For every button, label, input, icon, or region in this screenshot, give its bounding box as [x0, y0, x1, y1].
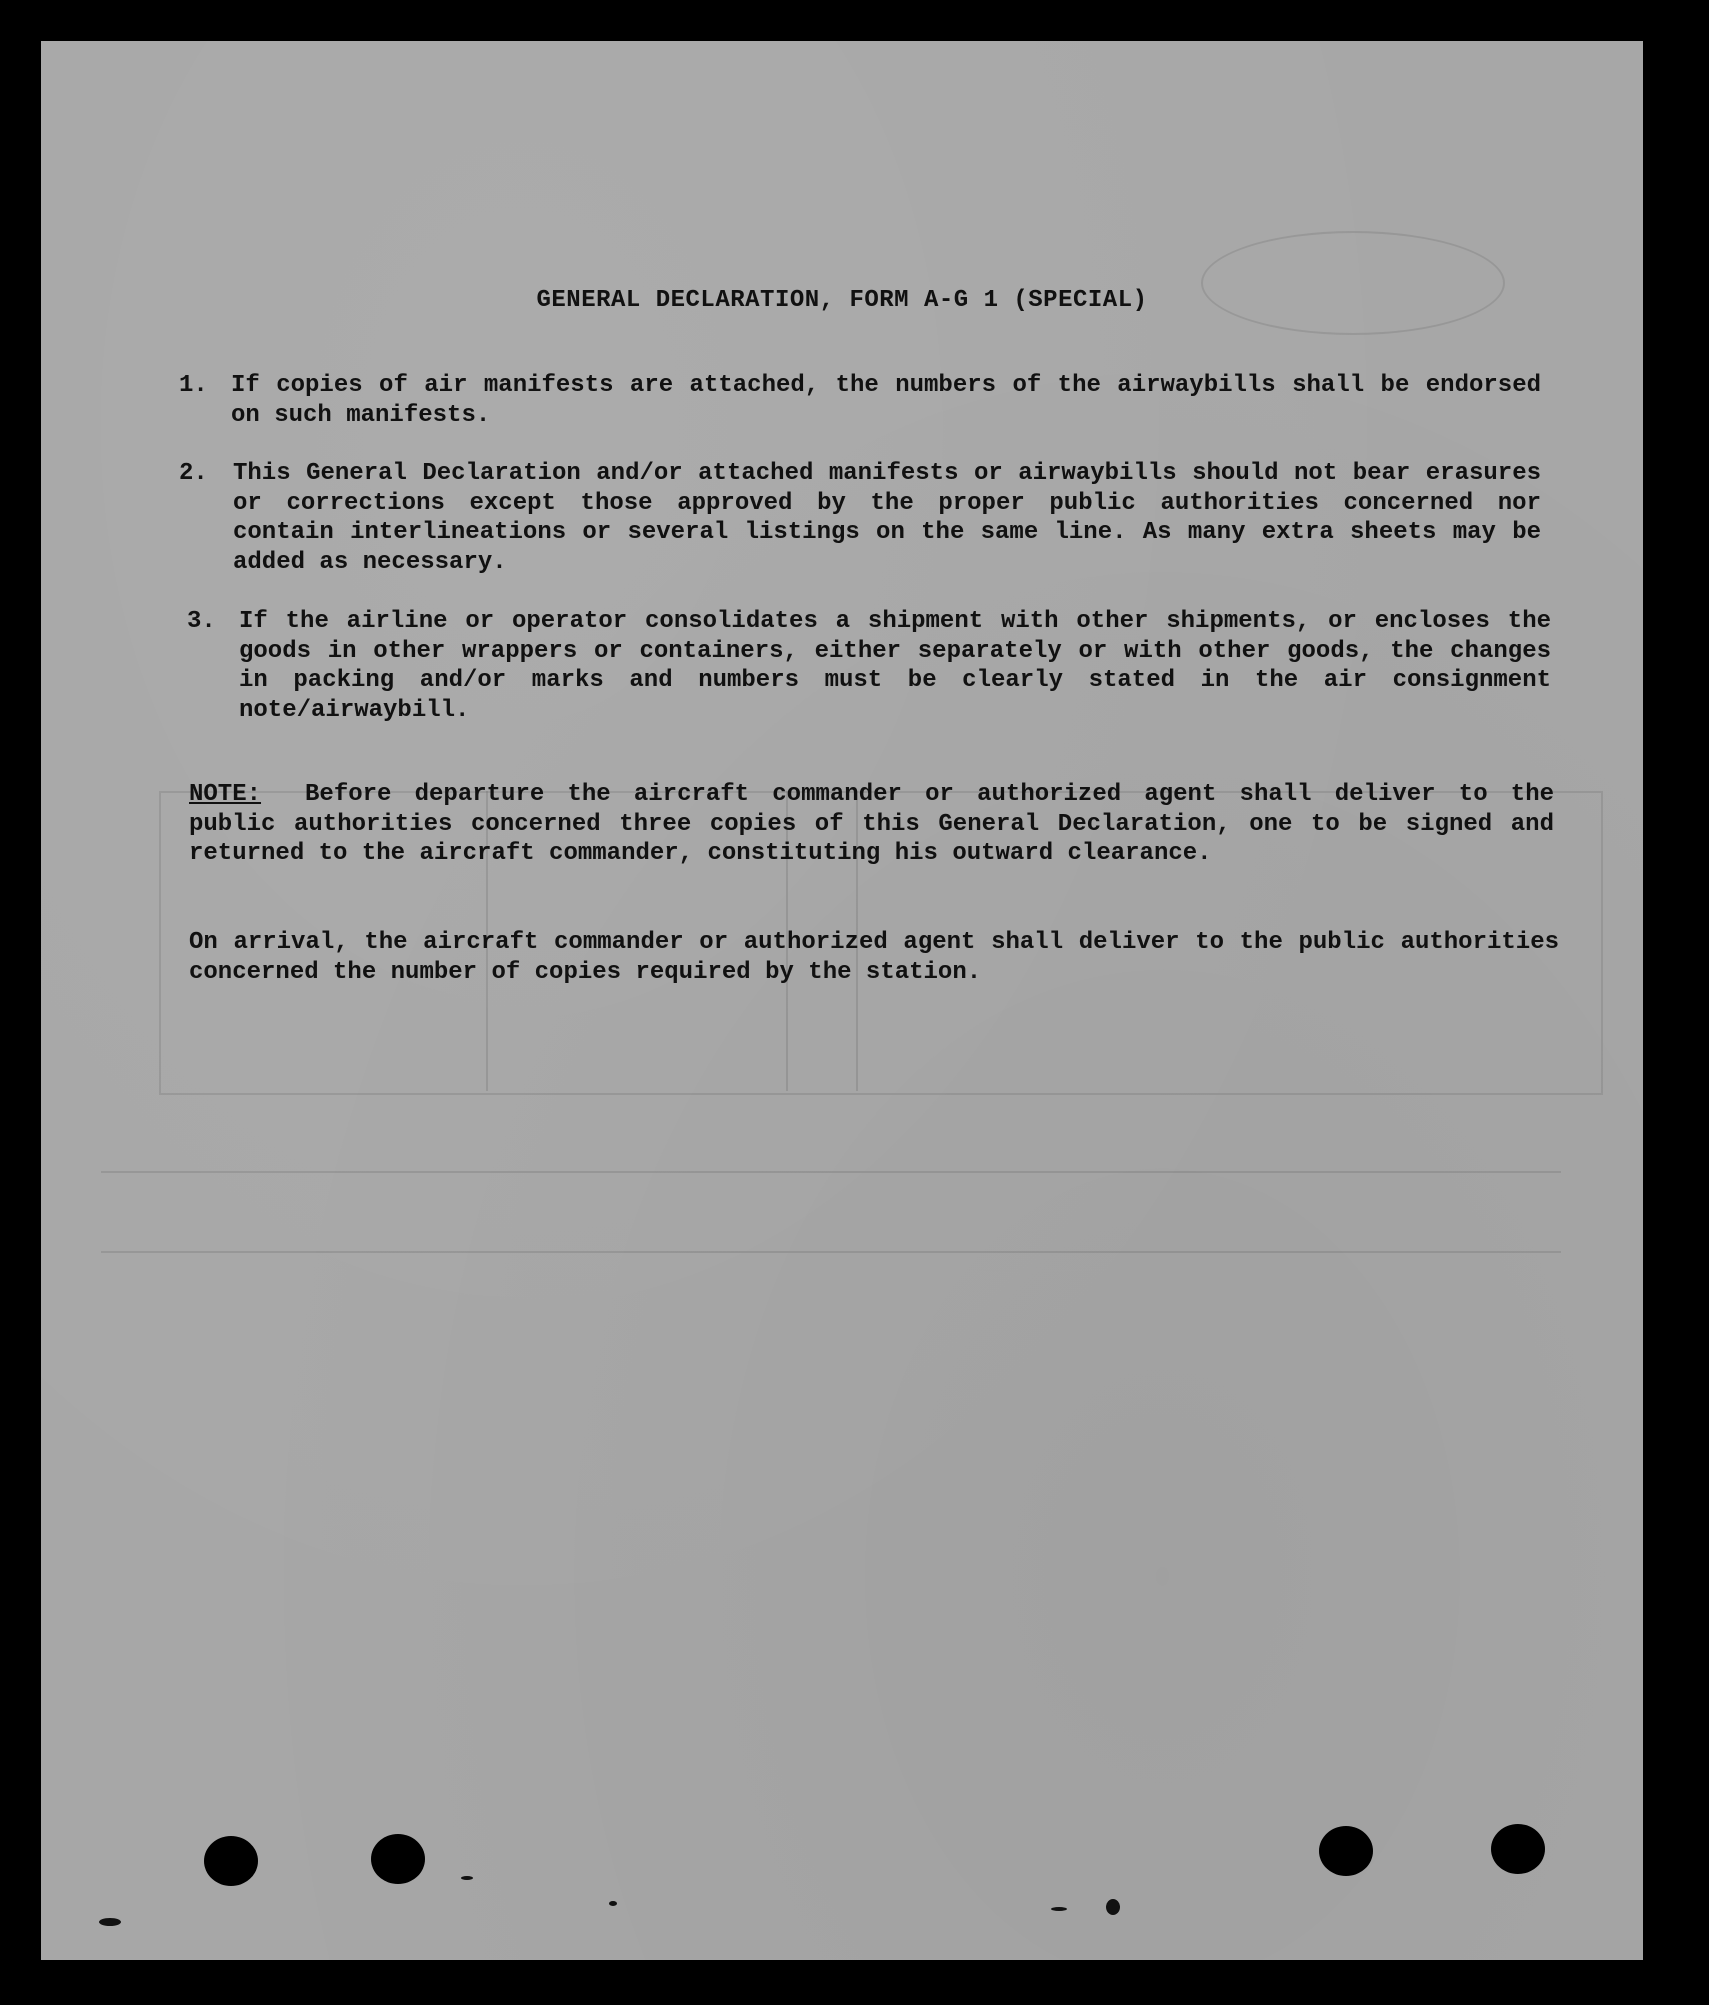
item-number: 2. — [179, 460, 208, 487]
note-paragraph — [189, 780, 1554, 869]
item-text: This General Declaration and/or attached manifests or airwaybills should not bear erasures or corrections except those approved by the proper public authorities concerned nor contain interlineations or several listings on the same line. As many extra sheets may be added as necessary. — [233, 460, 1541, 576]
list-item — [187, 607, 1551, 727]
arrival-paragraph: On arrival, the aircraft commander or authorized agent shall deliver to the public authorities concerned the number of copies required by the station. — [189, 929, 1559, 986]
note-label: NOTE: — [189, 781, 262, 808]
list-item — [179, 371, 1541, 431]
document-page — [41, 41, 1643, 1960]
item-text: If the airline or operator consolidates a shipment with other shipments, or encloses the goods in other wrappers or containers, either separately or with other goods, the changes in packing and/or marks and numbers must be clearly stated in the air consignment note/airwaybill. — [239, 608, 1551, 724]
item-number: 3. — [187, 608, 216, 635]
document-title: GENERAL DECLARATION, FORM A-G 1 (SPECIAL) — [536, 287, 1148, 314]
item-number: 1. — [179, 372, 208, 399]
note-text: Before departure the aircraft commander or authorized agent shall deliver to the public authorities concerned three copies of this General Declaration, one to be signed and returned to the aircraft commander, constituting his outward clearance. — [189, 781, 1554, 867]
item-text: If copies of air manifests are attached, the numbers of the airwaybills shall be endorsed on such manifests. — [231, 372, 1541, 429]
list-item — [179, 459, 1541, 579]
document-content — [41, 41, 1643, 1960]
